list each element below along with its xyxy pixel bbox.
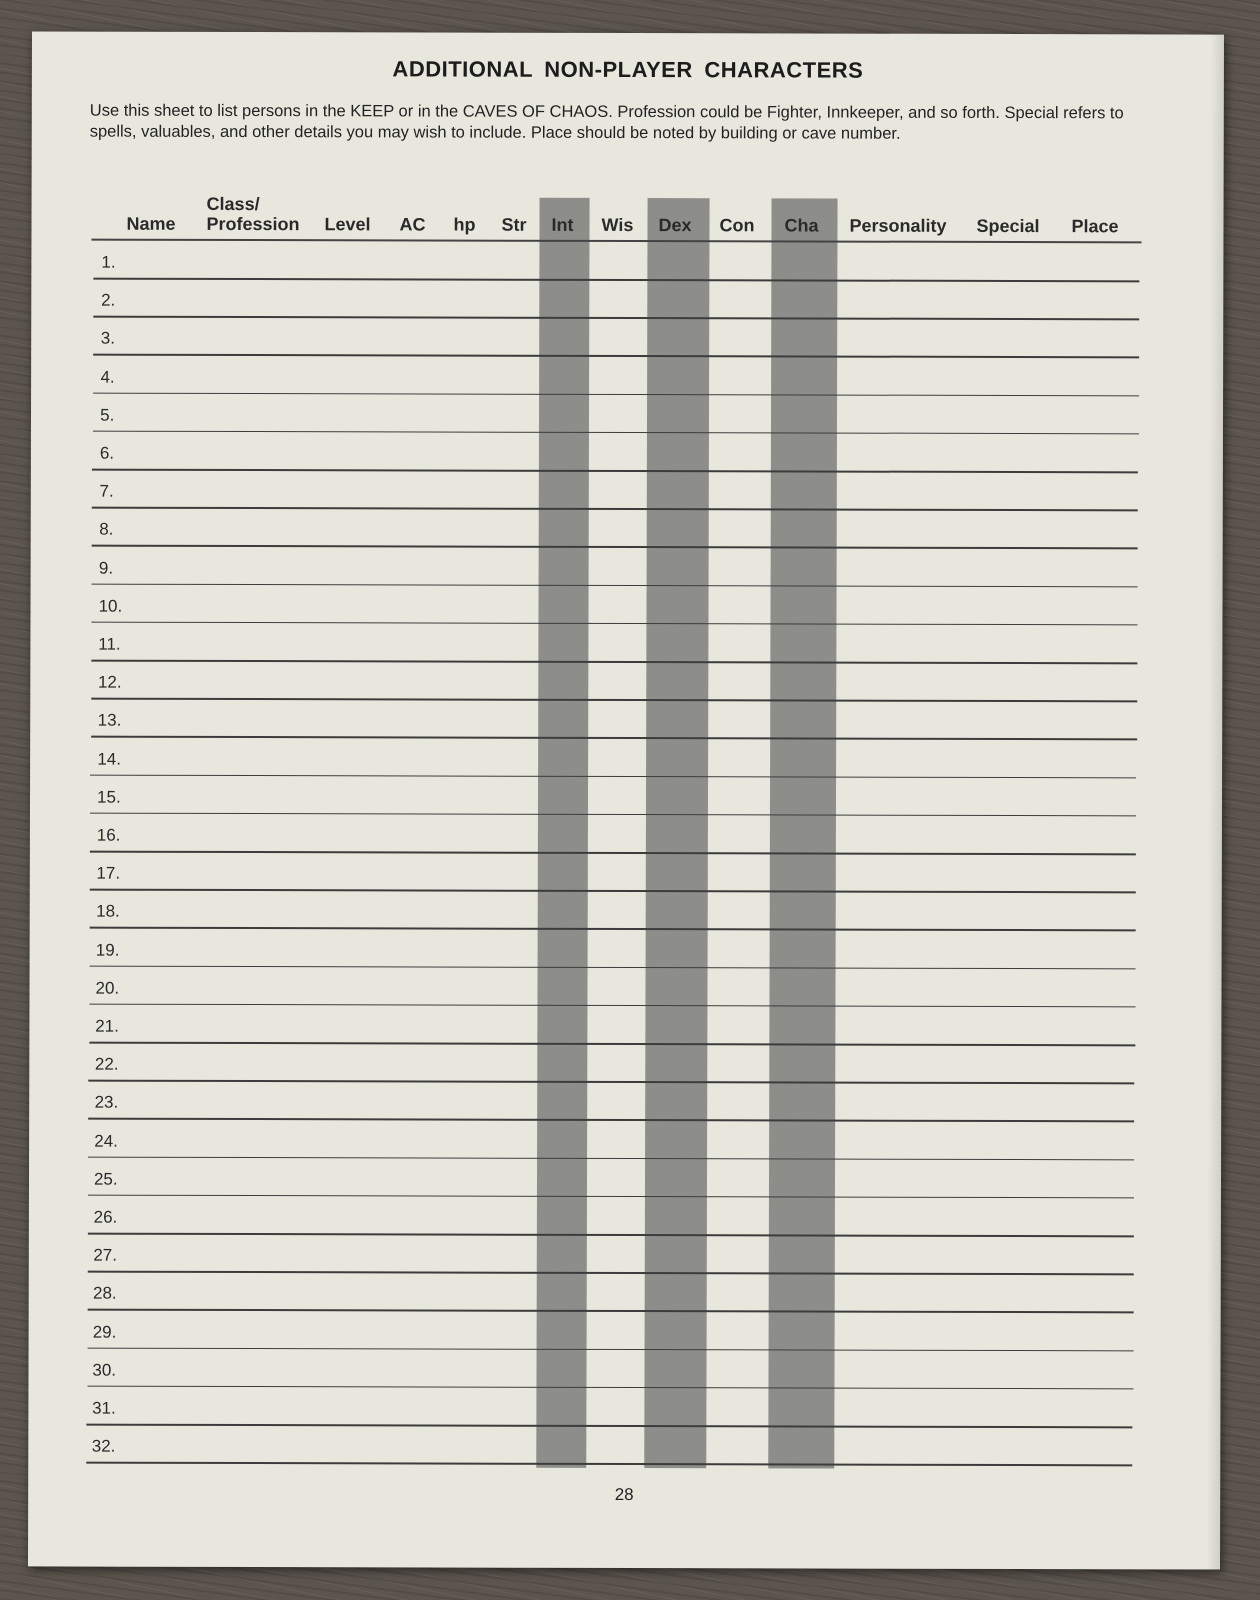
column-header-int: Int [551, 214, 574, 235]
shaded-column-dex [644, 198, 709, 1468]
row-line [90, 927, 1136, 931]
row-line [90, 889, 1136, 893]
row-number: 4. [100, 367, 115, 387]
row-line [87, 1385, 1133, 1389]
column-header-level: Level [324, 214, 371, 235]
row-number: 23. [94, 1093, 119, 1113]
row-line [87, 1424, 1133, 1428]
row-line [88, 1156, 1134, 1160]
row-line [93, 278, 1139, 282]
row-number: 29. [92, 1322, 117, 1342]
row-number: 20. [95, 978, 120, 998]
row-number: 2. [101, 290, 116, 310]
row-line [93, 392, 1139, 396]
row-number: 10. [98, 596, 123, 616]
row-line [89, 1042, 1135, 1046]
shaded-column-int [536, 198, 589, 1468]
column-header-dex: Dex [658, 215, 692, 236]
row-line [88, 1271, 1134, 1275]
row-number: 7. [99, 481, 114, 501]
row-number: 27. [93, 1245, 118, 1265]
row-line [92, 469, 1138, 473]
column-header-str: Str [501, 214, 527, 235]
row-line [90, 812, 1136, 816]
column-header-name: Name [126, 213, 176, 234]
row-number: 21. [95, 1016, 119, 1036]
row-number: 25. [93, 1169, 118, 1189]
row-line [93, 316, 1139, 320]
column-header-wis: Wis [601, 214, 634, 236]
row-line [91, 621, 1137, 625]
row-line [92, 507, 1138, 511]
row-line [87, 1309, 1133, 1313]
row-line [92, 545, 1138, 549]
column-header-hp: hp [453, 214, 476, 235]
row-number: 1. [101, 252, 116, 272]
row-number: 32. [91, 1436, 116, 1456]
row-number: 26. [93, 1207, 118, 1227]
row-line [89, 1003, 1135, 1007]
row-number: 3. [100, 329, 115, 349]
header-underline [91, 239, 1141, 244]
column-header-cha: Cha [784, 215, 819, 236]
row-number: 24. [94, 1131, 118, 1151]
row-line [88, 1233, 1134, 1237]
row-number: 31. [92, 1398, 116, 1418]
instructions-paragraph: Use this sheet to list persons in the KEEP or in the CAVES OF CHAOS. Profession could be Fighter, Innkeeper, and so forth. Special refers to spells, valuables, and other details you may wish to include. Place should be noted by building or cave number. [89, 101, 1124, 143]
column-header-special: Special [976, 215, 1040, 237]
row-number: 9. [98, 558, 114, 578]
row-line [91, 698, 1137, 702]
row-number: 6. [99, 443, 115, 463]
row-line [87, 1347, 1133, 1351]
row-number: 13. [97, 711, 122, 731]
column-header-con: Con [719, 215, 755, 236]
row-line [91, 774, 1137, 778]
row-line [89, 1080, 1135, 1084]
row-line [92, 430, 1138, 434]
page-title: ADDITIONAL NON-PLAYER CHARACTERS [392, 56, 864, 83]
column-header-ac: AC [399, 214, 426, 235]
row-number: 28. [93, 1283, 117, 1304]
row-number: 18. [96, 902, 120, 922]
row-number: 8. [99, 520, 114, 540]
row-number: 12. [97, 672, 122, 692]
row-line [92, 583, 1138, 587]
row-number: 17. [96, 863, 121, 883]
column-header-personality: Personality [849, 215, 947, 236]
row-line [88, 1194, 1134, 1198]
row-number: 14. [97, 749, 122, 769]
row-number: 30. [92, 1360, 117, 1380]
row-number: 15. [97, 787, 121, 807]
row-number: 22. [94, 1054, 119, 1074]
page-number: 28 [614, 1484, 634, 1505]
row-line [93, 354, 1139, 358]
row-line [89, 965, 1135, 969]
row-number: 5. [100, 405, 115, 425]
column-header-class: Class/ Profession [206, 193, 300, 235]
column-header-place: Place [1071, 216, 1119, 237]
row-line [91, 660, 1137, 664]
row-line [87, 1462, 1133, 1466]
row-number: 16. [96, 825, 121, 845]
row-line [90, 851, 1136, 855]
worksheet-page [28, 31, 1224, 1569]
row-number: 19. [95, 940, 120, 960]
row-line [89, 1118, 1135, 1122]
row-number: 11. [98, 634, 121, 654]
row-line [91, 736, 1137, 740]
shaded-column-cha [768, 198, 837, 1468]
